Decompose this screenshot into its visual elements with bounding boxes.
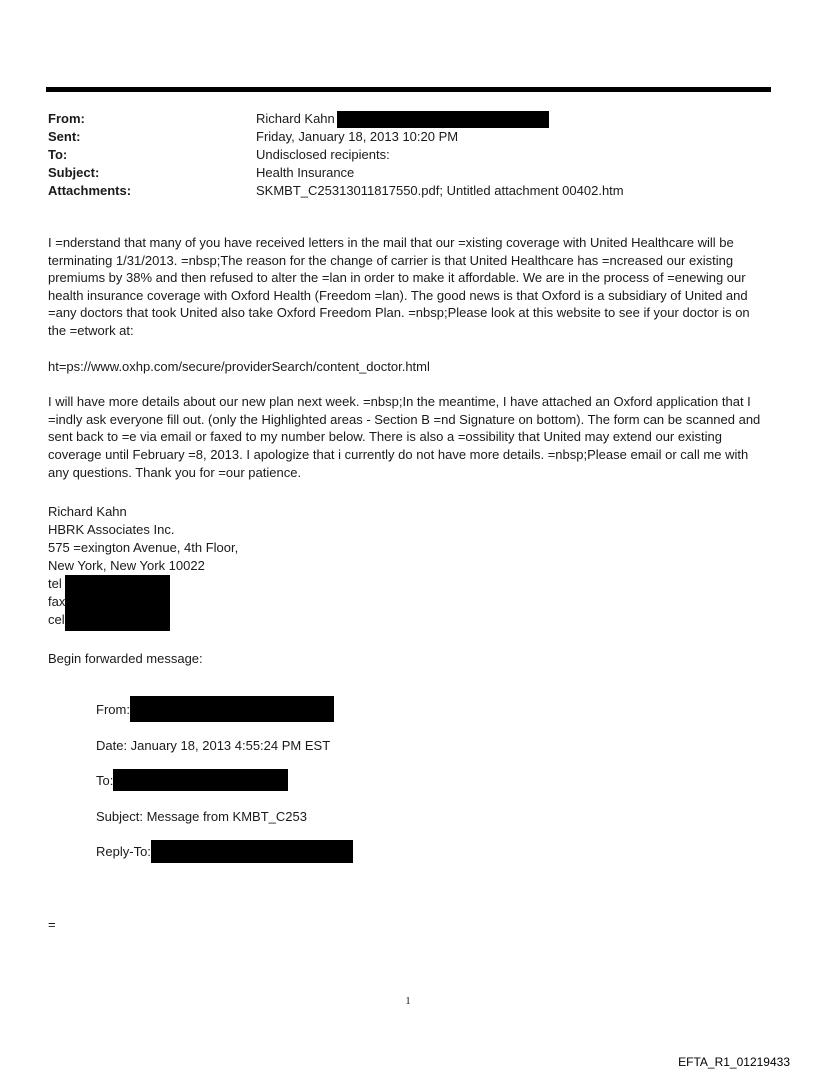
sent-label: Sent: — [48, 129, 81, 144]
redaction-block — [151, 840, 353, 863]
redaction-block — [65, 575, 170, 631]
header-subject-row — [48, 164, 768, 182]
provider-search-url: ht=ps://www.oxhp.com/secure/providerSearch/content_doctor.html — [48, 358, 430, 374]
redaction-block — [337, 111, 549, 128]
trailing-equals: = — [48, 917, 56, 932]
header-from-row — [48, 110, 768, 128]
attachments-label: Attachments: — [48, 183, 132, 198]
signature-address-line-1: 575 =exington Avenue, 4th Floor, — [48, 540, 239, 555]
to-label: To: — [48, 147, 68, 162]
attachments-value: SKMBT_C25313011817550.pdf; Untitled attachment 00402.htm — [256, 183, 624, 198]
tel-label: tel — [48, 576, 62, 591]
forwarded-to-label: To: — [96, 772, 114, 788]
redaction-block — [113, 769, 288, 791]
email-body — [48, 234, 770, 499]
email-header — [48, 110, 768, 200]
page-number: 1 — [405, 995, 411, 1007]
cel-label: cel — [48, 612, 65, 627]
sent-value: Friday, January 18, 2013 10:20 PM — [256, 129, 459, 144]
subject-label: Subject: — [48, 165, 100, 180]
subject-value: Health Insurance — [256, 165, 355, 180]
bates-number: EFTA_R1_01219433 — [678, 1055, 790, 1069]
forwarded-intro: Begin forwarded message: — [48, 651, 203, 666]
forwarded-subject-line: Subject: Message from KMBT_C253 — [96, 808, 307, 824]
signature-address-line-2: New York, New York 10022 — [48, 558, 205, 573]
to-value: Undisclosed recipients: — [256, 147, 390, 162]
from-label: From: — [48, 111, 85, 126]
header-rule — [46, 87, 771, 92]
forwarded-reply-to-label: Reply-To: — [96, 843, 151, 859]
redaction-block — [130, 696, 334, 722]
body-paragraph: I will have more details about our new plan next week. =nbsp;In the meantime, I have attached an Oxford application that I =indly ask everyone fill out. (only the Highlighted areas - Section B =nd Signature on bottom). The form can be scanned and sent back to =e via email or faxed to my number below. There is also a =ossibility that United may extend our existing coverage until February =8, 2013. I apologize that i currently do not have more details. =nbsp;Please email or call me with any questions. Thank you for =our patience. — [48, 394, 761, 480]
fax-label: fax — [48, 594, 66, 609]
forwarded-date-line: Date: January 18, 2013 4:55:24 PM EST — [96, 737, 331, 753]
forwarded-from-label: From: — [96, 701, 130, 717]
from-value: Richard Kahn — [256, 111, 335, 126]
body-paragraph: I =nderstand that many of you have received letters in the mail that our =xisting coverage with United Healthcare will be terminating 1/31/2013. =nbsp;The reason for the change of carrier is that United Healthcare has =ncreased our existing premiums by 38% and then refused to alter the =lan in order to make it affordable. We are in the process of =enewing our health insurance coverage with Oxford Health (Freedom =lan). The good news is that Oxford is a subsidiary of United and =any doctors that took United also take Oxford Freedom Plan. =nbsp;Please look at this website to see if your doctor is on the =etwork at: — [48, 235, 750, 338]
forwarded-from-row — [96, 697, 334, 721]
header-to-row — [48, 146, 768, 164]
header-attachments-row — [48, 182, 768, 200]
signature-name: Richard Kahn — [48, 504, 127, 519]
signature-block — [48, 503, 238, 629]
forwarded-reply-to-row — [96, 839, 353, 863]
signature-company: HBRK Associates Inc. — [48, 522, 175, 537]
header-sent-row — [48, 128, 768, 146]
forwarded-to-row — [96, 768, 288, 792]
